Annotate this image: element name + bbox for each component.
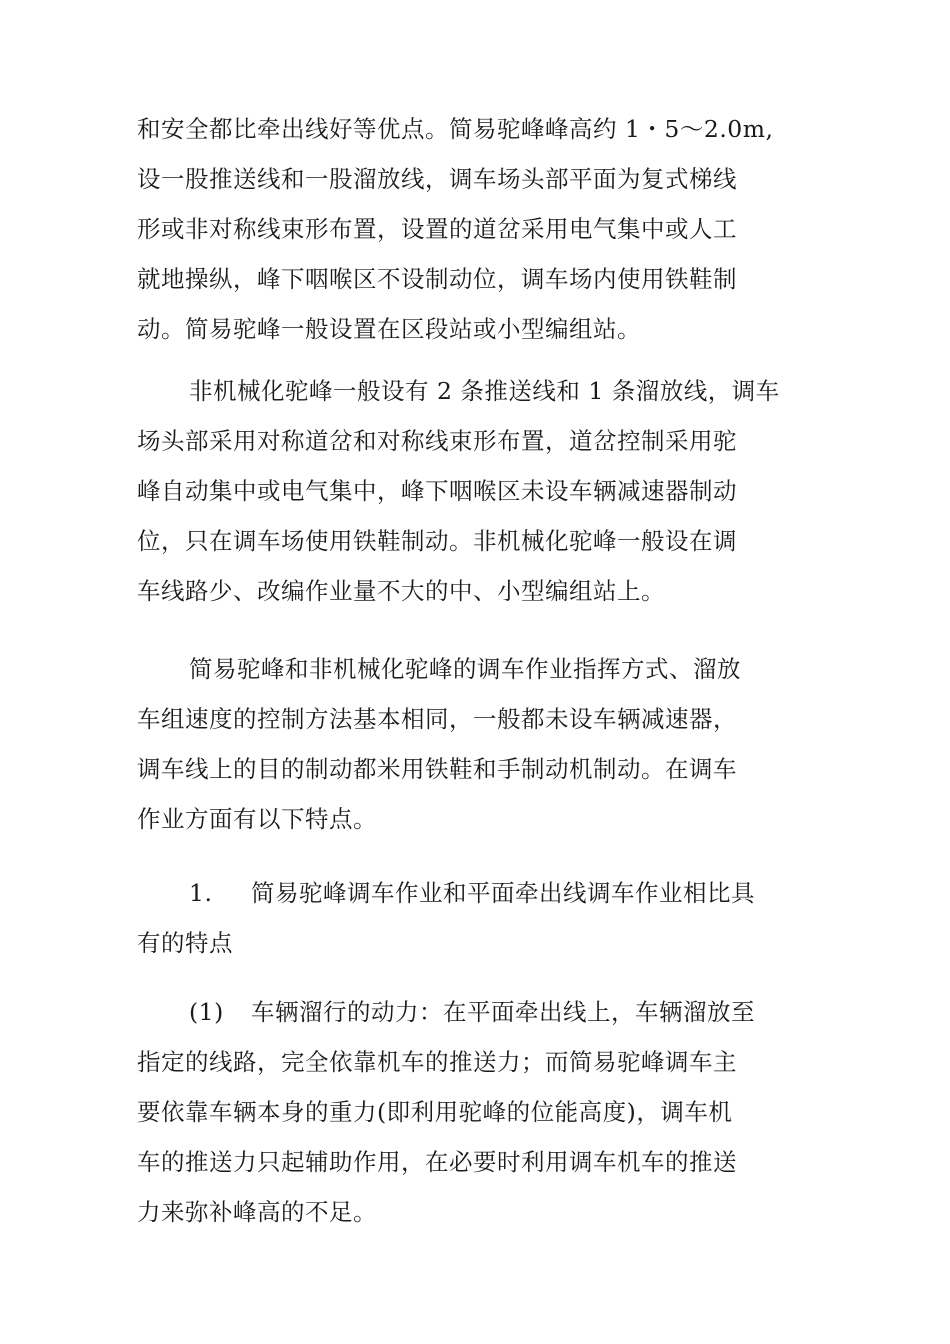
text-line: 车线路少、改编作业量不大的中、小型编组站上。 bbox=[137, 577, 665, 605]
text-line: 形或非对称线束形布置，设置的道岔采用电气集中或人工 bbox=[137, 215, 737, 243]
text-line: 设一股推送线和一股溜放线，调车场头部平面为复式梯线 bbox=[137, 165, 737, 193]
text-line: 峰自动集中或电气集中，峰下咽喉区未设车辆减速器制动 bbox=[137, 477, 737, 505]
text-line: 位，只在调车场使用铁鞋制动。非机械化驼峰一般设在调 bbox=[137, 527, 737, 555]
text-line: 非机械化驼峰一般设有 2 条推送线和 1 条溜放线，调车 bbox=[189, 377, 780, 405]
text-line: 作业方面有以下特点。 bbox=[137, 805, 377, 833]
text-line: 动。简易驼峰一般设置在区段站或小型编组站。 bbox=[137, 315, 641, 343]
text-line: 和安全都比牵出线好等优点。简易驼峰峰高约 1・5〜2.0m, bbox=[137, 115, 774, 143]
section-heading-text: 简易驼峰调车作业和平面牵出线调车作业相比具 bbox=[251, 879, 755, 907]
list-item-number: (1) bbox=[189, 998, 224, 1026]
text-line: 要依靠车辆本身的重力(即利用驼峰的位能高度)，调车机 bbox=[137, 1098, 733, 1126]
paragraph-hump-simple-continued bbox=[137, 104, 827, 354]
paragraph-non-mechanized-hump bbox=[137, 366, 827, 616]
section-number: 1. bbox=[189, 879, 213, 907]
text-line: 指定的线路，完全依靠机车的推送力；而简易驼峰调车主 bbox=[137, 1048, 737, 1076]
list-item-1 bbox=[137, 987, 827, 1237]
text-line: 力来弥补峰高的不足。 bbox=[137, 1198, 377, 1226]
text-line: 简易驼峰和非机械化驼峰的调车作业指挥方式、溜放 bbox=[189, 655, 741, 683]
text-line: 调车线上的目的制动都米用铁鞋和手制动机制动。在调车 bbox=[137, 755, 737, 783]
text-line: 车辆溜行的动力：在平面牵出线上，车辆溜放至 bbox=[251, 998, 755, 1026]
text-line: 车的推送力只起辅助作用，在必要时利用调车机车的推送 bbox=[137, 1148, 737, 1176]
section-heading-1 bbox=[137, 868, 827, 968]
text-line: 场头部采用对称道岔和对称线束形布置，道岔控制采用驼 bbox=[137, 427, 737, 455]
text-line: 有的特点 bbox=[137, 929, 233, 957]
text-line: 车组速度的控制方法基本相同，一般都未设车辆减速器， bbox=[137, 705, 737, 733]
text-line: 就地操纵，峰下咽喉区不设制动位，调车场内使用铁鞋制 bbox=[137, 265, 737, 293]
paragraph-shunting-features-intro bbox=[137, 644, 827, 844]
